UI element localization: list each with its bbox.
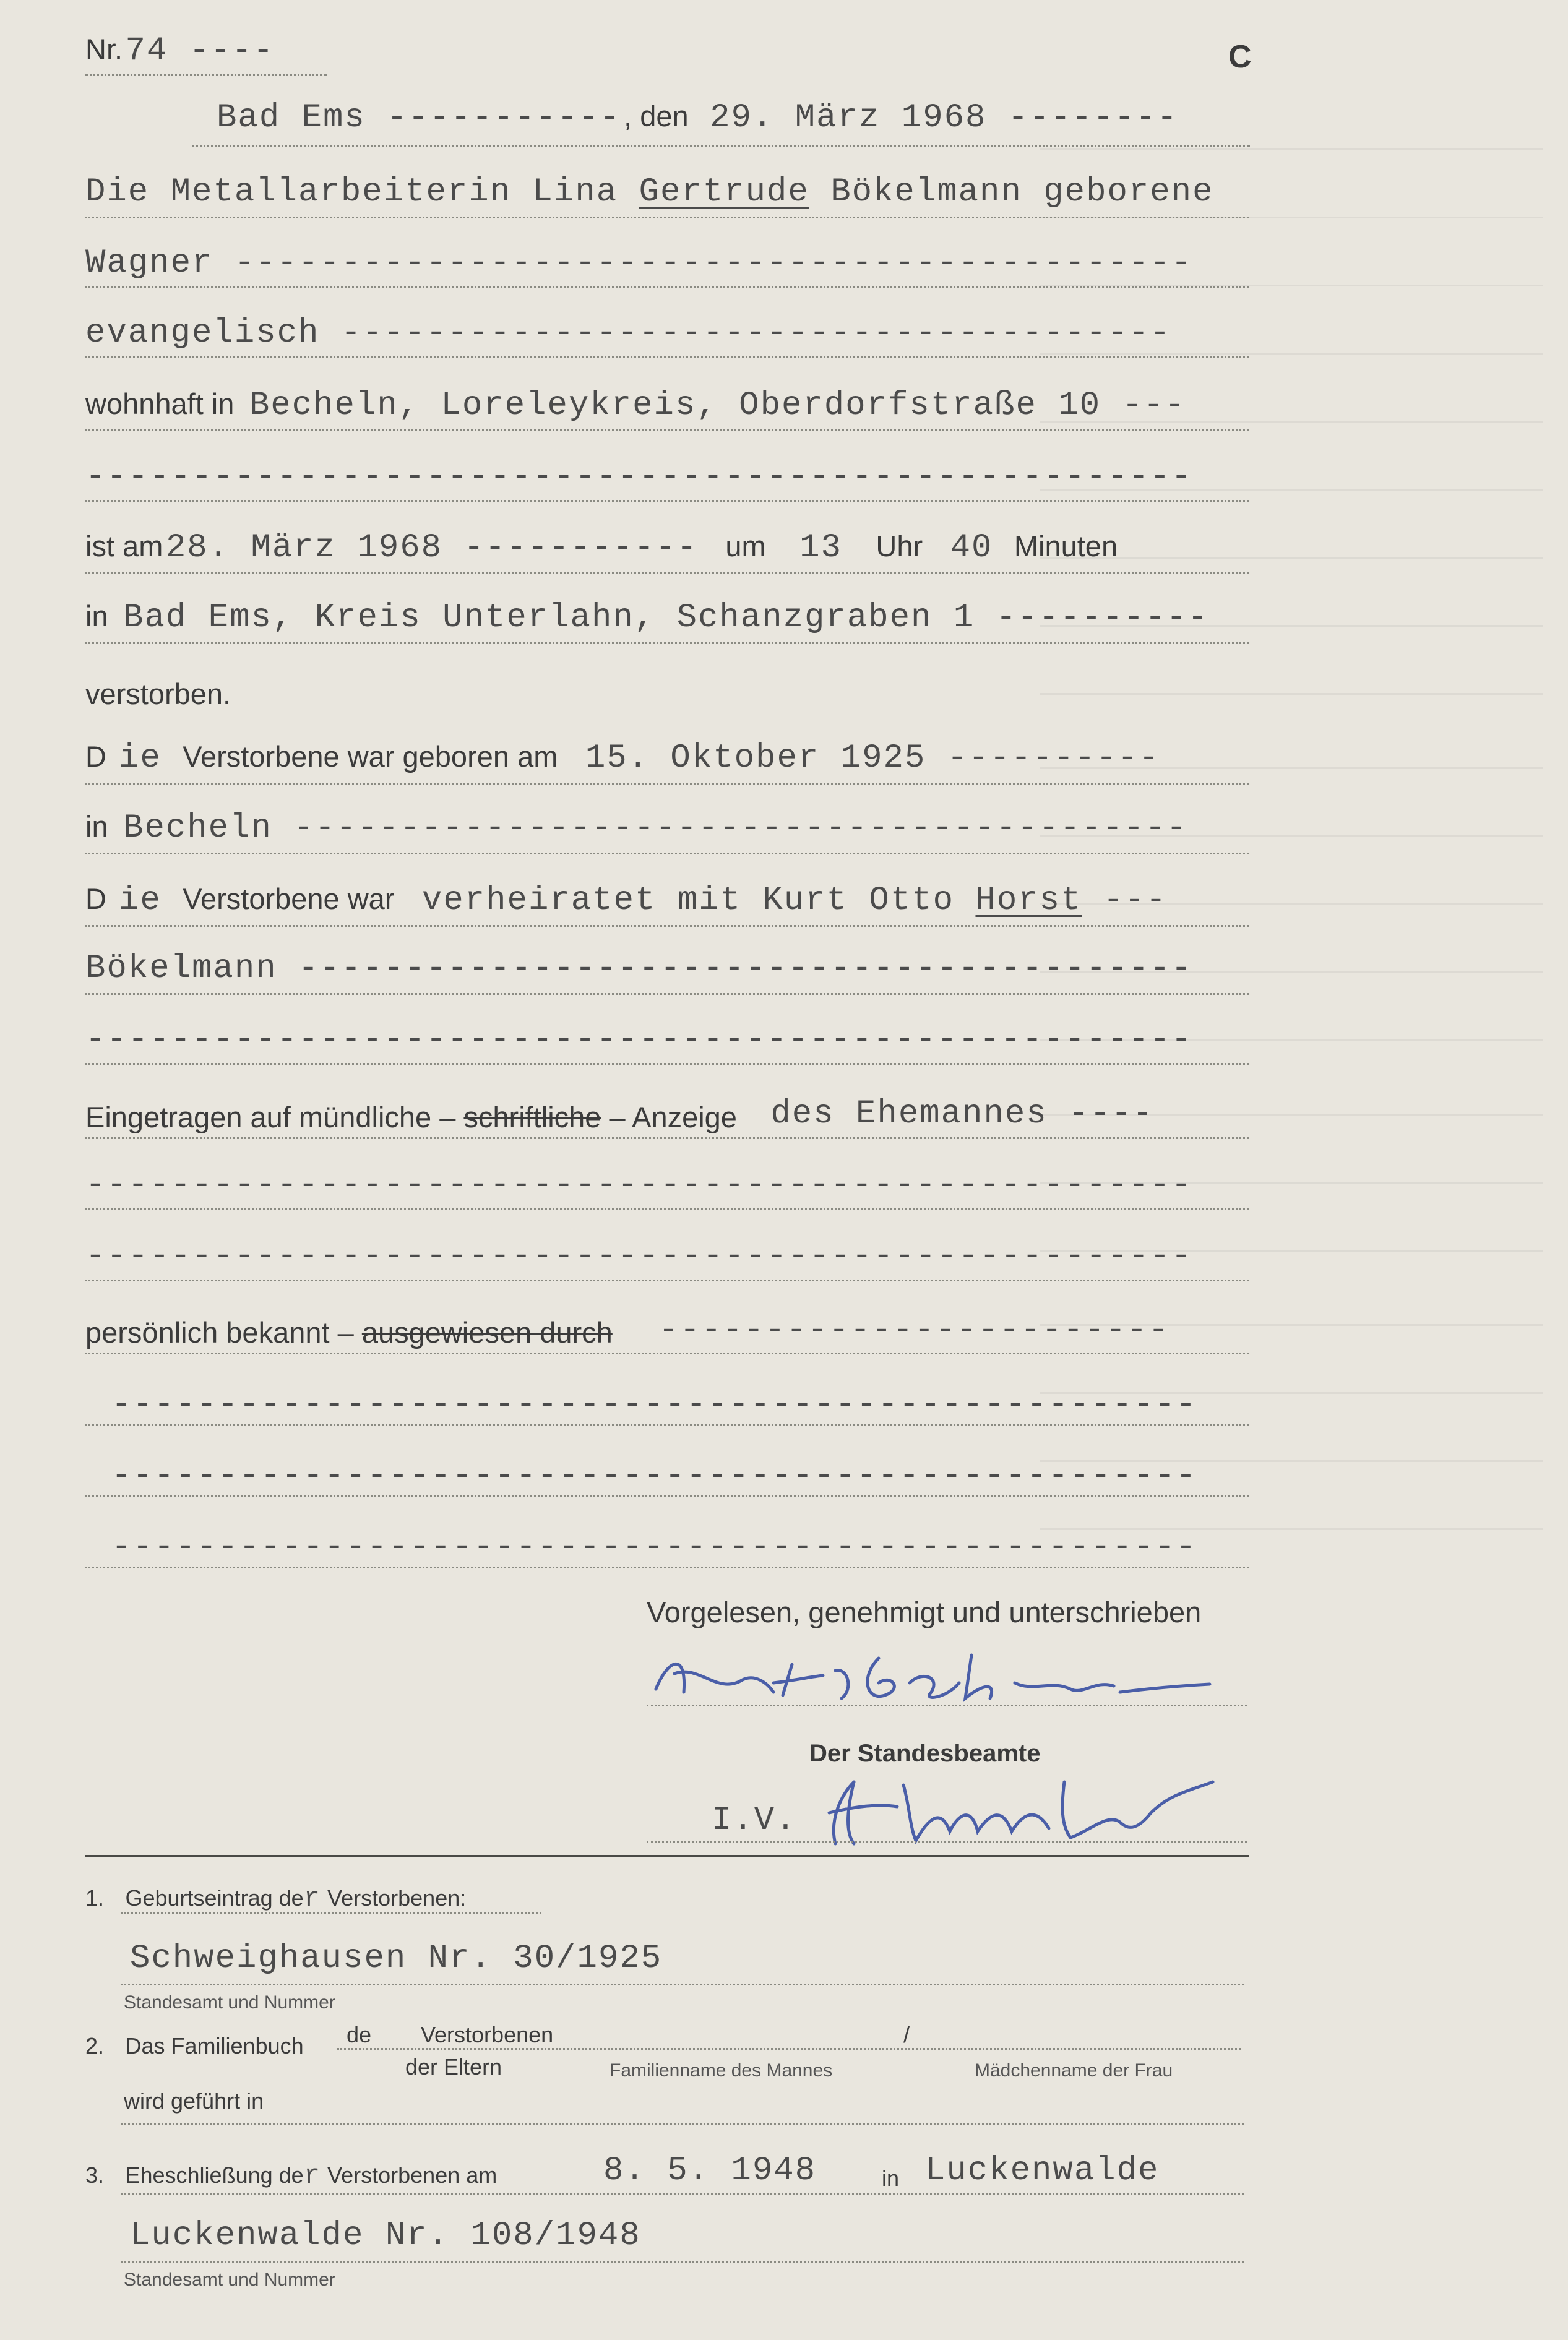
birth-register-entry: Schweighausen Nr. 30/1925 [130,1940,663,1977]
maiden-name: Wagner --------------------------------------------- [85,244,1193,282]
identity-value: ------------------------ [658,1312,1170,1349]
underline [85,1208,1249,1210]
identity-row [85,1312,1170,1353]
notice-value: des Ehemannes ---- [770,1095,1154,1133]
verstorben-label: verstorben. [85,677,231,710]
minuten-label: Minuten [1014,530,1118,562]
registrar-signature [817,1770,1225,1856]
underline [647,1841,1247,1843]
note-2-slash: / [903,2022,910,2047]
underline [85,217,1249,218]
underline [85,286,1249,288]
underline [85,853,1249,854]
underline [647,1705,1247,1706]
death-place-row [85,599,1209,637]
verstorben-row [85,677,231,711]
birth-row [85,739,1160,777]
place-date-row [217,99,1178,137]
note-3-caption-row [124,2269,335,2291]
note-3-label: Eheschließung de [125,2162,304,2188]
decedent-occupation-name: Die Metallarbeiterin Lina [85,173,639,211]
note-2-kept: wird geführt in [124,2088,264,2114]
note-1-label: Geburtseintrag de [125,1885,304,1911]
marital-blank-row [85,1021,1192,1059]
note-1-r: r [303,1883,322,1914]
marriage-place: Luckenwalde [925,2152,1160,2190]
birth-ie: ie [118,739,162,777]
underline [85,1567,1249,1568]
religion-row [85,314,1171,352]
note-3-number: 3. [85,2162,105,2188]
identity-blank-row-2 [111,1457,1197,1495]
marital-d: D [85,882,106,915]
residence-cont-row [85,458,1192,496]
marital-ie: ie [118,882,162,919]
note-2-kept-row [124,2088,264,2114]
residence-row [85,387,1186,424]
nr-value: 74 ---- [125,32,275,70]
notice-blank-2: ---------------------------------------------------- [85,1237,1193,1275]
read-approved-row [647,1595,1201,1629]
note-2-number: 2. [85,2033,105,2058]
underline [85,642,1249,644]
notice-label: Eingetragen auf mündliche – [85,1101,464,1133]
death-minutes: 40 [950,529,993,567]
registrar-title: Der Standesbeamte [809,1740,1041,1767]
note-2-de: de [347,2022,372,2047]
ist-am-label: ist am [85,530,163,562]
residence: Becheln, Loreleykreis, Oberdorfstraße 10 --- [249,387,1186,424]
underline [121,2193,1244,2195]
decedent-name-row [85,173,1214,211]
birth-place-row [85,809,1187,847]
registry-place: Bad Ems ----------- [217,99,621,137]
identity-label: persönlich bekannt – [85,1316,362,1349]
identity-blank-3: --------------------------------------------------- [111,1528,1197,1566]
spouse-surname: Bökelmann ------------------------------------------ [85,950,1193,987]
notice-blank-1: ---------------------------------------------------- [85,1166,1193,1204]
underline [85,925,1249,927]
note-2-row [85,2033,304,2059]
note-3-value-row [130,2217,641,2255]
note-1-label-end: Verstorbenen: [321,1885,467,1911]
underline [121,2261,1244,2263]
notice-row [85,1095,1154,1138]
read-approved: Vorgelesen, genehmigt und unterschrieben [647,1596,1202,1628]
note-3-row [85,2161,497,2192]
residence-label: wohnhaft in [85,387,235,420]
note-2-wife-caption: Mädchenname der Frau [975,2060,1173,2081]
underline [85,783,1249,785]
underline [85,500,1249,502]
marital-row [85,882,1167,919]
informant-signature [650,1646,1219,1720]
underline [85,1280,1249,1281]
underline [337,2048,1241,2050]
registrar-title-row [809,1740,1040,1768]
note-2-verstorbenen: Verstorbenen [421,2022,554,2047]
birth-in-label: in [85,810,108,843]
spouse-surname-row [85,950,1192,987]
underline [85,1063,1249,1065]
notes-separator [85,1855,1249,1857]
marital-text: verheiratet mit Kurt Otto [421,882,976,919]
decedent-call-name: Gertrude [639,173,809,211]
note-1-value-row [130,1940,662,1977]
note-3-in: in [882,2166,900,2191]
identity-blank-row-1 [111,1386,1197,1424]
underline [85,1353,1249,1354]
birth-date: 15. Oktober 1925 ---------- [585,739,1160,777]
underline [85,572,1249,574]
underline [121,1912,541,1914]
uhr-label: Uhr [876,530,923,562]
death-date: 28. März 1968 ----------- [165,529,698,567]
identity-blank-1: --------------------------------------------------- [111,1386,1197,1424]
underline [85,1495,1249,1497]
decedent-surname: Bökelmann geborene [809,173,1214,211]
residence-cont: ---------------------------------------------------- [85,458,1193,496]
note-1-caption-row [124,1992,335,2013]
marriage-date: 8. 5. 1948 [603,2152,817,2190]
underline [85,1137,1249,1139]
note-3-r: r [303,2161,322,2192]
iv-label: I.V. [712,1802,797,1839]
birth-d: D [85,740,106,773]
notice-blank-row-1 [85,1166,1192,1204]
underline [85,356,1249,358]
identity-struck: ausgewiesen durch [361,1316,613,1349]
notice-anzeige: – Anzeige [601,1101,737,1133]
underline [121,2123,1244,2125]
birth-place: Becheln ------------------------------------------ [123,809,1188,847]
registry-date: 29. März 1968 -------- [710,99,1179,137]
death-hour: 13 [799,529,842,567]
note-1-number: 1. [85,1885,105,1911]
underline [121,1984,1244,1985]
identity-blank-row-3 [111,1528,1197,1566]
um-label: um [725,530,766,562]
note-2-husband-caption: Familienname des Mannes [610,2060,833,2081]
birth-label: Verstorbene war geboren am [183,740,558,773]
note-3-label-end: Verstorbenen am [321,2162,498,2188]
underline [85,1424,1249,1426]
note-1-caption: Standesamt und Nummer [124,1992,335,2013]
note-2-label: Das Familienbuch [125,2033,304,2058]
underline [85,429,1249,431]
marital-dash: --- [1082,882,1168,919]
maiden-name-row [85,244,1192,282]
marital-blank: ---------------------------------------------------- [85,1021,1193,1059]
in-label: in [85,600,108,632]
identity-blank-2: --------------------------------------------------- [111,1457,1197,1495]
page-letter: C [1228,39,1252,75]
note-1-row [85,1883,466,1914]
note-3-caption: Standesamt und Nummer [124,2269,335,2290]
notice-blank-row-2 [85,1237,1192,1275]
underline [85,993,1249,995]
iv-row [712,1802,797,1839]
notice-struck: schriftliche [463,1101,601,1133]
religion: evangelisch --------------------------------------- [85,314,1171,352]
entry-number-row [85,32,274,70]
nr-label: Nr. [85,33,123,66]
death-time-row [85,529,1118,567]
den-label: , den [624,100,689,132]
marriage-register-entry: Luckenwalde Nr. 108/1948 [130,2217,641,2255]
place-date-underline [192,145,1250,147]
death-place: Bad Ems, Kreis Unterlahn, Schanzgraben 1 ---------- [123,599,1209,637]
nr-underline [85,74,327,76]
marital-label: Verstorbene war [183,882,395,915]
spouse-call-name: Horst [975,882,1082,919]
note-2-eltern: der Eltern [405,2054,502,2080]
